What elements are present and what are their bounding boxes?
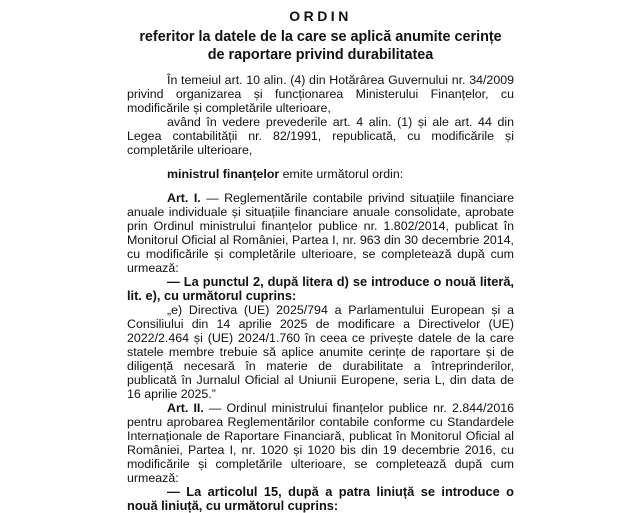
preamble-paragraph-1: În temeiul art. 10 alin. (4) din Hotărârea Guvernului nr. 34/2009 privind organizarea și funcționarea Ministerului Finanțelor, cu modificările și completările ulterioare, [127, 73, 514, 115]
article-1-label: Art. I. [167, 191, 201, 205]
preamble-paragraph-2: având în vedere prevederile art. 4 alin. (1) și ale art. 44 din Legea contabilității nr. 82/1991, republicată, cu modificările și completările ulterioare, [127, 115, 514, 157]
article-2-label: Art. II. [167, 401, 204, 415]
issuer-name: ministrul finanțelor [167, 167, 280, 181]
article-1-amendment: — La punctul 2, după litera d) se introduce o nouă literă, lit. e), cu următorul cuprins: [127, 274, 514, 303]
article-1-paragraph [127, 191, 514, 275]
article-1-quote: „e) Directiva (UE) 2025/794 a Parlamentului European și a Consiliului din 14 aprilie 2025 de modificare a Directivelor (UE) 2022/2.464 și (UE) 2024/1.760 în ceea ce privește datele de la care statele membre trebuie să aplice anumite cerințe de raportare și de diligență necesară în materie de durabilitate a întreprinderilor, publicată în Jurnalul Oficial al Uniunii Europene, seria L, din data de 16 aprilie 2025.” [127, 303, 514, 401]
subtitle-line-2: de raportare privind durabilitatea [207, 47, 434, 63]
document-title: ORDIN [289, 8, 352, 24]
article-2-amendment: — La articolul 15, după a patra liniuță se introduce o nouă liniuță, cu următorul cuprins: [127, 484, 514, 513]
document-subtitle [127, 28, 514, 64]
article-2-text: — Ordinul ministrului finanțelor publice nr. 2.844/2016 pentru aprobarea Reglementărilor contabile conforme cu Standardele Internaționale de Raportare Financiară, publicat în Monitorul Oficial al României, Partea I, nr. 1020 și 1020 bis din 19 decembrie 2016, cu modificările și completările ulterioare, se completează după cum urmează: [127, 401, 515, 485]
article-2-paragraph [127, 401, 514, 485]
issuer-text: emite următorul ordin: [279, 167, 404, 181]
subtitle-line-1: referitor la datele de la care se aplică anumite cerințe [139, 29, 502, 45]
document-page [127, 0, 514, 513]
issuer-paragraph [127, 167, 514, 181]
article-1-text: — Reglementările contabile privind situațiile financiare anuale individuale și situațiile financiare anuale consolidate, aprobate prin Ordinul ministrului finanțelor publice nr. 1.802/2014, publicat în Monitorul Oficial al României, Partea I, nr. 963 din 30 decembrie 2014, cu modificările și completările ulterioare, se completează după cum urmează: [127, 191, 514, 275]
